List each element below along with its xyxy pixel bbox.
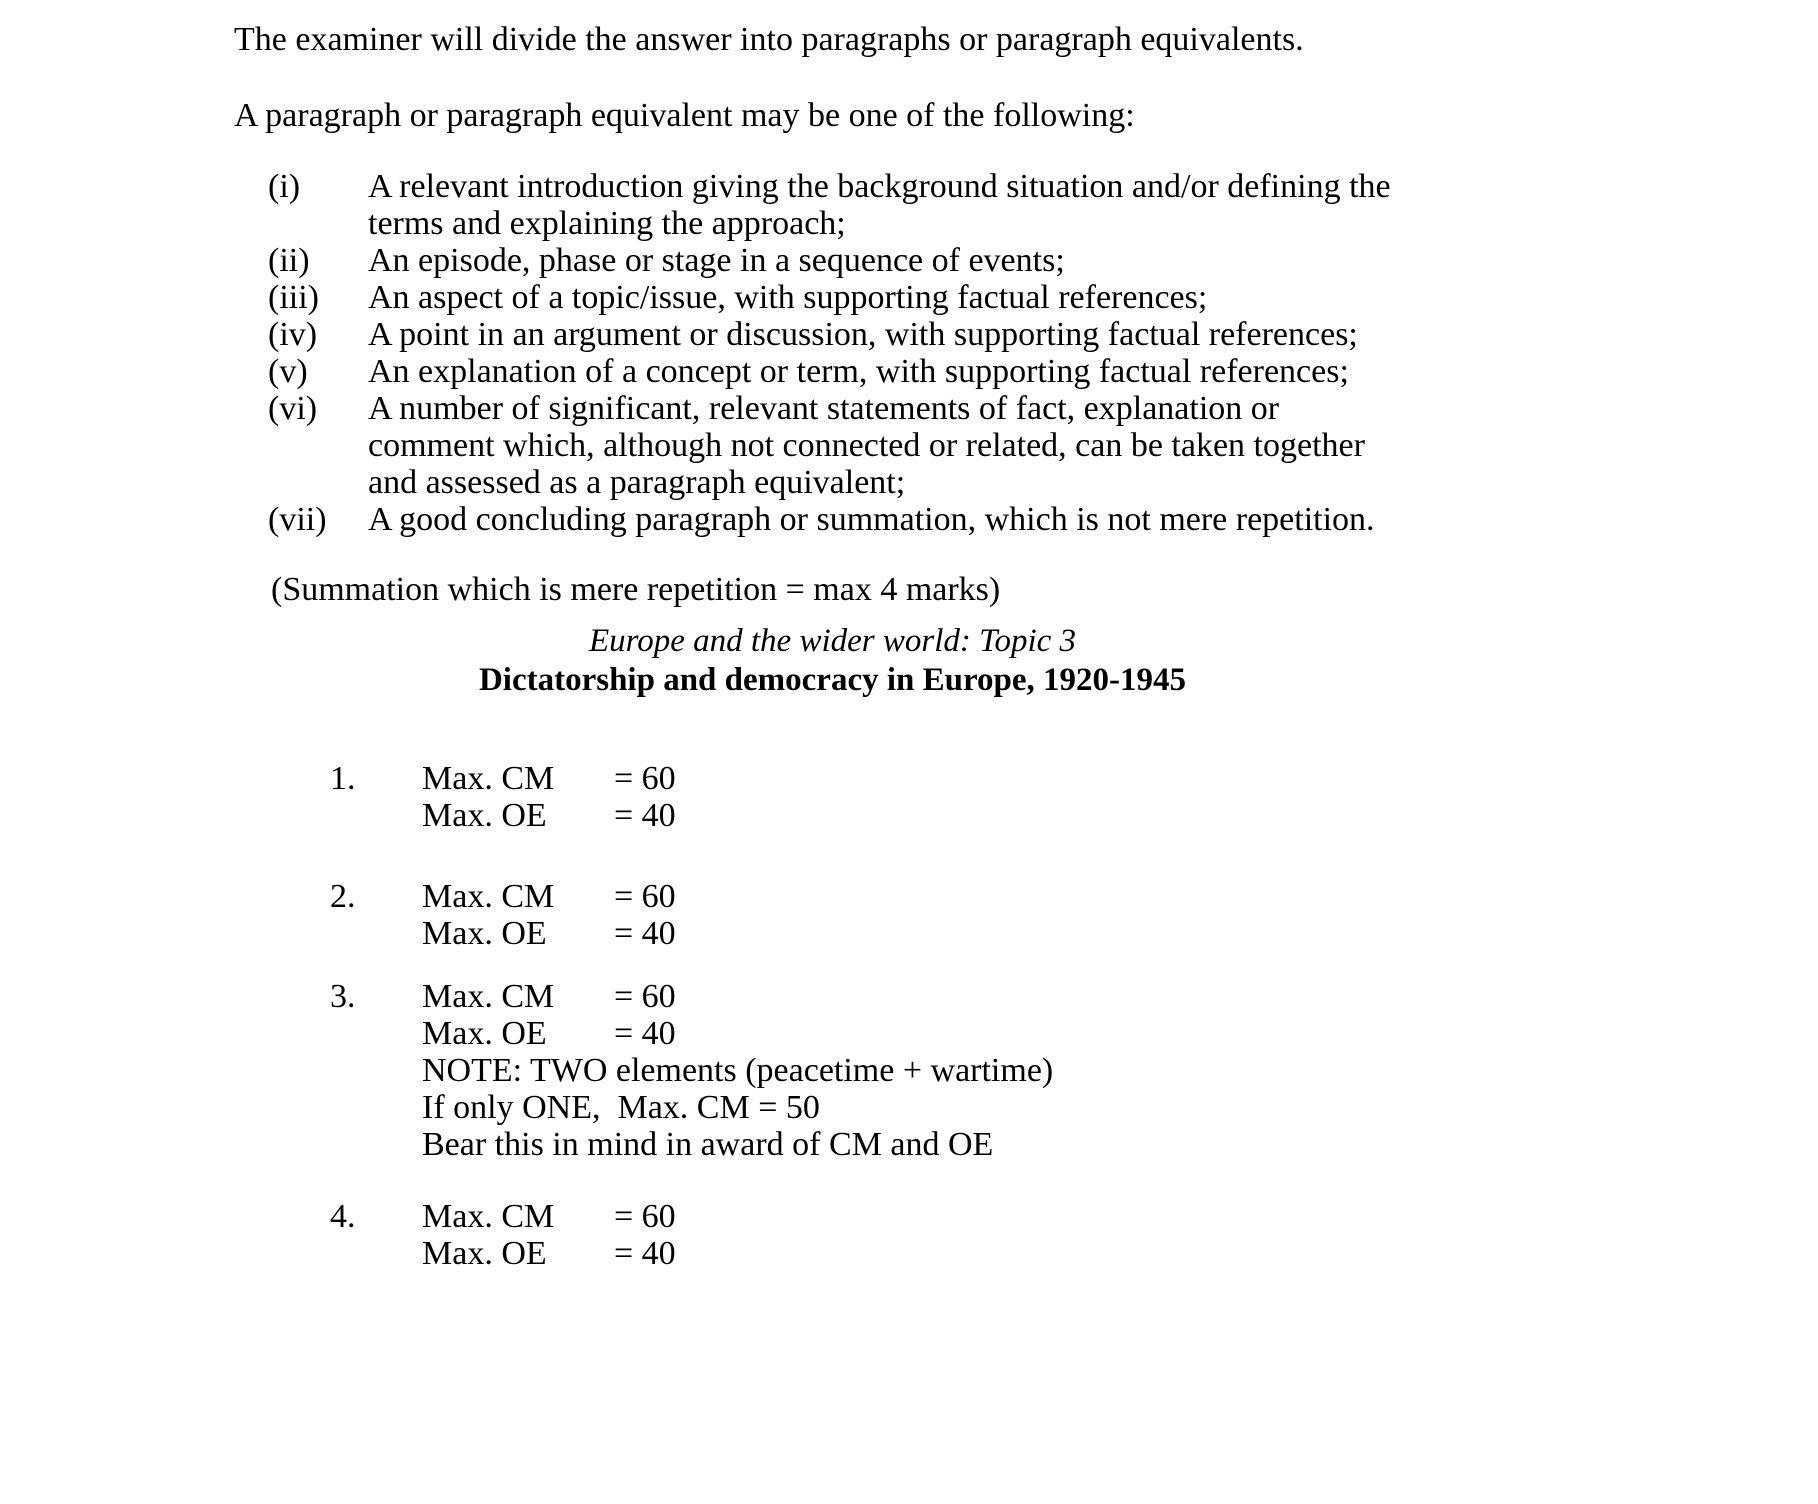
marks-number: 1.	[330, 760, 356, 797]
list-item	[268, 279, 1588, 316]
marks-block-3	[330, 978, 1230, 1163]
marks-row	[330, 797, 1230, 834]
marks-block-4	[330, 1198, 1230, 1272]
topic-title: Dictatorship and democracy in Europe, 1920-1945	[478, 662, 1187, 698]
marks-value: = 60	[614, 978, 676, 1015]
marks-note-line: NOTE: TWO elements (peacetime + wartime)	[422, 1052, 1054, 1089]
marks-value: = 60	[614, 878, 676, 915]
list-item	[268, 168, 1588, 242]
marks-row	[330, 915, 1230, 952]
marks-number: 3.	[330, 978, 356, 1015]
marks-row	[330, 1015, 1230, 1052]
summation-note: (Summation which is mere repetition = max 4 marks)	[271, 571, 1001, 608]
paragraph-equivalent-list	[268, 168, 1588, 538]
marks-row	[330, 878, 1230, 915]
list-text	[368, 279, 1368, 316]
marks-label: Max. OE	[422, 1015, 547, 1052]
marks-number: 4.	[330, 1198, 356, 1235]
marks-note-line: Bear this in mind in award of CM and OE	[422, 1126, 994, 1163]
list-text-line: A number of significant, relevant statements of fact, explanation or	[368, 390, 1280, 427]
list-text-line: terms and explaining the approach;	[368, 205, 846, 242]
list-item	[268, 316, 1588, 353]
list-marker: (vii)	[268, 501, 327, 538]
list-text-line: and assessed as a paragraph equivalent;	[368, 464, 906, 501]
marks-row	[330, 1235, 1230, 1272]
marks-value: = 40	[614, 915, 676, 952]
list-text-line: comment which, although not connected or related, can be taken together	[368, 427, 1365, 464]
list-text-line: A point in an argument or discussion, with supporting factual references;	[368, 316, 1358, 353]
marks-block-1	[330, 760, 1230, 834]
list-text-line: An explanation of a concept or term, with supporting factual references;	[368, 353, 1349, 390]
intro-paragraph-1: The examiner will divide the answer into paragraphs or paragraph equivalents.	[234, 21, 1304, 58]
list-text-line: A good concluding paragraph or summation, which is not mere repetition.	[368, 501, 1375, 538]
list-text-line: A relevant introduction giving the background situation and/or defining the	[368, 168, 1391, 205]
marks-label: Max. CM	[422, 878, 555, 915]
topic-subtitle: Europe and the wider world: Topic 3	[588, 623, 1077, 659]
list-text-line: An episode, phase or stage in a sequence of events;	[368, 242, 1065, 279]
marks-value: = 60	[614, 760, 676, 797]
marks-label: Max. OE	[422, 915, 547, 952]
marks-value: = 60	[614, 1198, 676, 1235]
list-item	[268, 353, 1588, 390]
intro-paragraph-2: A paragraph or paragraph equivalent may be one of the following:	[234, 97, 1135, 134]
list-item	[268, 390, 1588, 501]
marks-value: = 40	[614, 797, 676, 834]
marks-row	[330, 1198, 1230, 1235]
marks-row	[330, 978, 1230, 1015]
marks-label: Max. CM	[422, 1198, 555, 1235]
marks-value: = 40	[614, 1015, 676, 1052]
list-text	[368, 390, 1368, 501]
marks-value: = 40	[614, 1235, 676, 1272]
list-text-line: An aspect of a topic/issue, with supporting factual references;	[368, 279, 1208, 316]
list-text	[368, 168, 1391, 242]
list-marker: (vi)	[268, 390, 318, 427]
list-marker: (ii)	[268, 242, 310, 279]
marks-block-2	[330, 878, 1230, 952]
marks-number: 2.	[330, 878, 356, 915]
list-marker: (iii)	[268, 279, 319, 316]
marks-row	[330, 760, 1230, 797]
marks-label: Max. OE	[422, 1235, 547, 1272]
marks-label: Max. CM	[422, 760, 555, 797]
list-item	[268, 501, 1588, 538]
list-text	[368, 242, 1368, 279]
marks-note-line: If only ONE, Max. CM = 50	[422, 1089, 820, 1126]
marks-label: Max. OE	[422, 797, 547, 834]
topic-heading-block	[0, 622, 1665, 700]
list-item	[268, 242, 1588, 279]
list-marker: (iv)	[268, 316, 318, 353]
list-text	[368, 353, 1368, 390]
list-marker: (i)	[268, 168, 301, 205]
list-marker: (v)	[268, 353, 308, 390]
marks-label: Max. CM	[422, 978, 555, 1015]
list-text	[368, 501, 1375, 538]
list-text	[368, 316, 1368, 353]
